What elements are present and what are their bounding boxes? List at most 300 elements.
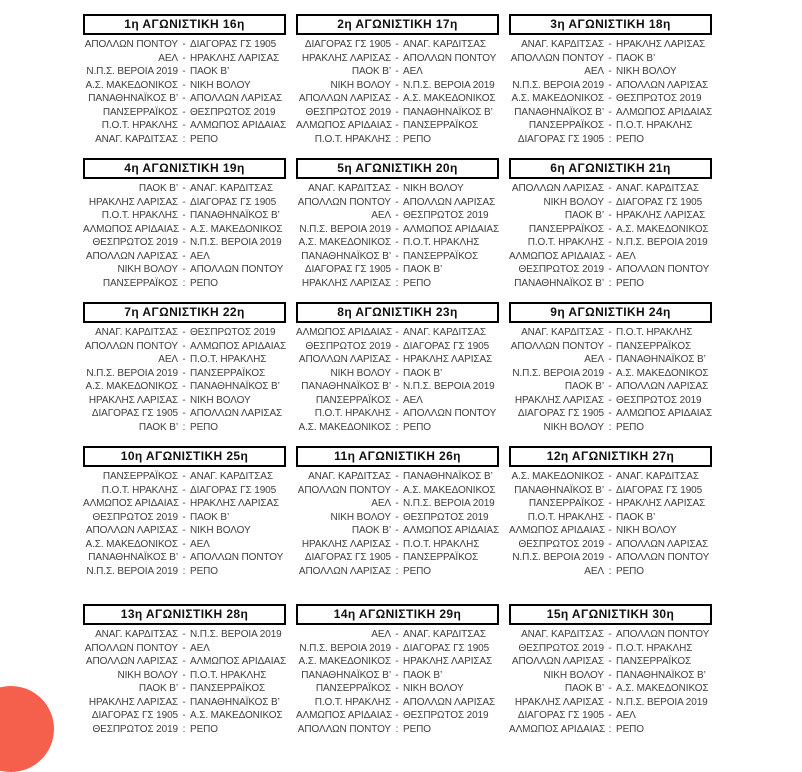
fixture-row: [83, 367, 286, 381]
away-team: ΝΙΚΗ ΒΟΛΟΥ: [190, 525, 251, 536]
home-team: ΑΝΑΓ. ΚΑΡΔΙΤΣΑΣ: [95, 327, 178, 338]
away-team: ΑΠΟΛΛΩΝ ΛΑΡΙΣΑΣ: [403, 696, 496, 708]
fixture-row: [509, 353, 712, 367]
fixture-separator: :: [395, 421, 399, 433]
fixture-list: [296, 38, 499, 146]
fixture-separator: -: [395, 642, 399, 654]
fixture-list: [296, 182, 499, 290]
fixture-row: [83, 340, 286, 354]
home-team: ΔΙΑΓΟΡΑΣ ΓΣ 1905: [517, 133, 604, 145]
away-team: ΔΙΑΓΟΡΑΣ ΓΣ 1905: [403, 642, 490, 654]
home-team: ΗΡΑΚΛΗΣ ΛΑΡΙΣΑΣ: [514, 696, 604, 708]
fixture-separator: -: [182, 250, 186, 262]
home-team: ΠΑΝΑΘΗΝΑΪΚΟΣ Β’: [301, 250, 391, 262]
away-team: ΝΙΚΗ ΒΟΛΟΥ: [190, 79, 251, 91]
fixture-separator: -: [608, 710, 612, 721]
fixture-list: [296, 470, 499, 578]
fixture-row: [509, 628, 712, 642]
matchday-title: 10η ΑΓΩΝΙΣΤΙΚΗ 25η: [83, 446, 286, 467]
fixture-separator: -: [395, 264, 399, 275]
matchday-box: [83, 446, 286, 578]
away-team: ΡΕΠΟ: [616, 133, 644, 145]
fixture-row: [509, 565, 712, 579]
matchday-title: 3η ΑΓΩΝΙΣΤΙΚΗ 18η: [509, 14, 712, 35]
fixture-row: [83, 92, 286, 106]
fixture-separator: -: [395, 120, 399, 131]
fixture-separator: :: [395, 133, 399, 145]
home-team: ΠΑΝΣΕΡΡΑΪΚΟΣ: [102, 106, 178, 118]
away-team: ΠΑΝΑΘΗΝΑΪΚΟΣ Β’: [616, 669, 706, 681]
away-team: ΘΕΣΠΡΩΤΟΣ 2019: [190, 106, 276, 118]
fixture-row: [83, 642, 286, 656]
matchday-title: 13η ΑΓΩΝΙΣΤΙΚΗ 28η: [83, 604, 286, 625]
home-team: ΔΙΑΓΟΡΑΣ ΓΣ 1905: [517, 710, 604, 721]
fixture-separator: -: [395, 511, 399, 523]
fixture-row: [83, 565, 286, 579]
fixture-row: [296, 628, 499, 642]
fixture-row: [83, 407, 286, 421]
home-team: ΔΙΑΓΟΡΑΣ ΓΣ 1905: [304, 39, 391, 50]
away-team: ΑΛΜΩΠΟΣ ΑΡΙΔΑΙΑΣ: [616, 408, 713, 419]
home-team: ΠΑΝΑΘΗΝΑΪΚΟΣ Β’: [88, 93, 178, 104]
fixture-separator: -: [608, 237, 612, 248]
fixture-separator: -: [608, 498, 612, 509]
fixture-separator: :: [182, 565, 186, 577]
away-team: ΘΕΣΠΡΩΤΟΣ 2019: [616, 93, 702, 104]
home-team: Π.Ο.Τ. ΗΡΑΚΛΗΣ: [101, 120, 178, 131]
away-team: ΠΑΝΣΕΡΡΑΪΚΟΣ: [616, 656, 692, 667]
fixture-row: [296, 497, 499, 511]
home-team: ΠΑΝΣΕΡΡΑΪΚΟΣ: [315, 394, 391, 406]
away-team: ΡΕΠΟ: [403, 277, 431, 289]
fixture-row: [83, 119, 286, 133]
home-team: Π.Ο.Τ. ΗΡΑΚΛΗΣ: [101, 210, 178, 221]
fixture-list: [509, 38, 712, 146]
away-team: ΑΝΑΓ. ΚΑΡΔΙΤΣΑΣ: [190, 471, 273, 482]
away-team: ΔΙΑΓΟΡΑΣ ΓΣ 1905: [616, 196, 703, 208]
fixture-row: [509, 236, 712, 250]
fixture-row: [509, 65, 712, 79]
away-team: Ν.Π.Σ. ΒΕΡΟΙΑ 2019: [403, 79, 495, 91]
fixture-separator: :: [395, 565, 399, 577]
fixture-separator: -: [608, 683, 612, 694]
home-team: ΑΠΟΛΛΩΝ ΛΑΡΙΣΑΣ: [85, 250, 178, 262]
fixture-separator: -: [395, 394, 399, 406]
away-team: ΑΝΑΓ. ΚΑΡΔΙΤΣΑΣ: [616, 183, 699, 194]
fixture-row: [83, 551, 286, 565]
home-team: ΑΛΜΩΠΟΣ ΑΡΙΔΑΙΑΣ: [509, 525, 606, 536]
home-team: ΠΑΟΚ Β’: [564, 683, 604, 694]
away-team: ΡΕΠΟ: [616, 277, 644, 289]
fixture-separator: -: [395, 52, 399, 64]
away-team: ΗΡΑΚΛΗΣ ΛΑΡΙΣΑΣ: [403, 354, 493, 365]
fixture-row: [83, 484, 286, 498]
fixture-separator: -: [395, 484, 399, 496]
home-team: ΑΝΑΓ. ΚΑΡΔΙΤΣΑΣ: [521, 327, 604, 338]
fixture-separator: -: [182, 642, 186, 654]
home-team: ΑΕΛ: [158, 52, 178, 64]
home-team: ΝΙΚΗ ΒΟΛΟΥ: [117, 669, 178, 681]
matchday-box: [296, 158, 499, 290]
home-team: ΑΛΜΩΠΟΣ ΑΡΙΔΑΙΑΣ: [509, 250, 606, 262]
away-team: ΑΠΟΛΛΩΝ ΠΟΝΤΟΥ: [403, 408, 497, 419]
fixture-row: [83, 628, 286, 642]
home-team: ΑΠΟΛΛΩΝ ΛΑΡΙΣΑΣ: [85, 525, 178, 536]
fixture-separator: :: [608, 565, 612, 577]
away-team: ΠΑΝΣΕΡΡΑΪΚΟΣ: [403, 552, 479, 563]
fixture-separator: -: [182, 381, 186, 392]
fixture-row: [296, 669, 499, 683]
fixture-separator: -: [608, 183, 612, 194]
fixture-row: [509, 551, 712, 565]
fixture-list: [509, 182, 712, 290]
away-team: ΗΡΑΚΛΗΣ ΛΑΡΙΣΑΣ: [616, 210, 706, 221]
fixture-row: [83, 723, 286, 737]
matchday-title: 15η ΑΓΩΝΙΣΤΙΚΗ 30η: [509, 604, 712, 625]
fixture-row: [83, 380, 286, 394]
fixture-separator: :: [608, 277, 612, 289]
home-team: ΠΑΝΑΘΗΝΑΪΚΟΣ Β’: [514, 277, 604, 289]
home-team: ΑΕΛ: [584, 354, 604, 365]
away-team: ΑΠΟΛΛΩΝ ΠΟΝΤΟΥ: [190, 264, 284, 275]
away-team: Π.Ο.Τ. ΗΡΑΚΛΗΣ: [190, 669, 267, 681]
home-team: Ν.Π.Σ. ΒΕΡΟΙΑ 2019: [86, 367, 178, 379]
fixture-row: [296, 182, 499, 196]
home-team: Π.Ο.Τ. ΗΡΑΚΛΗΣ: [527, 237, 604, 248]
fixture-row: [83, 511, 286, 525]
fixture-list: [83, 38, 286, 146]
away-team: Π.Ο.Τ. ΗΡΑΚΛΗΣ: [403, 237, 480, 248]
fixture-separator: -: [395, 381, 399, 392]
home-team: Ν.Π.Σ. ΒΕΡΟΙΑ 2019: [512, 552, 604, 563]
away-team: ΠΑΝΑΘΗΝΑΪΚΟΣ Β’: [403, 471, 493, 482]
home-team: ΑΠΟΛΛΩΝ ΠΟΝΤΟΥ: [510, 340, 604, 352]
away-team: ΑΝΑΓ. ΚΑΡΔΙΤΣΑΣ: [616, 471, 699, 482]
home-team: ΑΛΜΩΠΟΣ ΑΡΙΔΑΙΑΣ: [509, 723, 606, 735]
away-team: ΡΕΠΟ: [616, 565, 644, 577]
away-team: ΑΠΟΛΛΩΝ ΛΑΡΙΣΑΣ: [190, 93, 283, 104]
away-team: ΑΕΛ: [616, 710, 636, 721]
away-team: ΡΕΠΟ: [190, 421, 218, 433]
fixture-row: [509, 119, 712, 133]
home-team: ΑΠΟΛΛΩΝ ΠΟΝΤΟΥ: [510, 52, 604, 64]
home-team: ΑΛΜΩΠΟΣ ΑΡΙΔΑΙΑΣ: [83, 498, 180, 509]
matchday-title: 7η ΑΓΩΝΙΣΤΙΚΗ 22η: [83, 302, 286, 323]
away-team: Π.Ο.Τ. ΗΡΑΚΛΗΣ: [616, 327, 693, 338]
home-team: ΠΑΝΑΘΗΝΑΪΚΟΣ Β’: [301, 381, 391, 392]
fixture-row: [296, 524, 499, 538]
away-team: ΑΠΟΛΛΩΝ ΛΑΡΙΣΑΣ: [616, 381, 709, 392]
fixture-row: [296, 79, 499, 93]
home-team: Α.Σ. ΜΑΚΕΔΟΝΙΚΟΣ: [298, 237, 391, 248]
home-team: ΑΠΟΛΛΩΝ ΠΟΝΤΟΥ: [297, 723, 391, 735]
away-team: ΑΛΜΩΠΟΣ ΑΡΙΔΑΙΑΣ: [403, 525, 500, 536]
fixture-separator: -: [182, 327, 186, 338]
home-team: ΠΑΝΣΕΡΡΑΪΚΟΣ: [528, 498, 604, 509]
matchday-box: [296, 446, 499, 578]
away-team: ΠΑΝΑΘΗΝΑΪΚΟΣ Β’: [190, 381, 280, 392]
home-team: ΠΑΝΣΕΡΡΑΪΚΟΣ: [102, 471, 178, 482]
fixture-separator: -: [182, 66, 186, 77]
fixture-separator: -: [395, 471, 399, 482]
fixture-separator: -: [182, 683, 186, 694]
fixture-separator: -: [182, 79, 186, 91]
matchday-box: [296, 14, 499, 146]
fixture-separator: -: [182, 52, 186, 64]
away-team: ΑΛΜΩΠΟΣ ΑΡΙΔΑΙΑΣ: [190, 120, 287, 131]
away-team: ΗΡΑΚΛΗΣ ΛΑΡΙΣΑΣ: [190, 52, 280, 64]
home-team: ΠΑΟΚ Β’: [351, 525, 391, 536]
fixture-separator: -: [182, 183, 186, 194]
home-team: ΑΛΜΩΠΟΣ ΑΡΙΔΑΙΑΣ: [296, 327, 393, 338]
home-team: ΑΝΑΓ. ΚΑΡΔΙΤΣΑΣ: [521, 39, 604, 50]
fixture-separator: -: [182, 354, 186, 365]
fixture-row: [509, 642, 712, 656]
away-team: Ν.Π.Σ. ΒΕΡΟΙΑ 2019: [190, 629, 282, 640]
home-team: Π.Ο.Τ. ΗΡΑΚΛΗΣ: [314, 696, 391, 708]
fixture-separator: -: [182, 210, 186, 221]
fixture-separator: -: [395, 408, 399, 419]
fixture-separator: :: [182, 277, 186, 289]
fixture-row: [296, 394, 499, 408]
home-team: ΠΑΟΚ Β’: [564, 210, 604, 221]
away-team: ΡΕΠΟ: [190, 565, 218, 577]
away-team: ΗΡΑΚΛΗΣ ΛΑΡΙΣΑΣ: [190, 498, 280, 509]
away-team: ΠΑΟΚ Β’: [190, 511, 230, 523]
fixture-separator: -: [608, 223, 612, 235]
away-team: Α.Σ. ΜΑΚΕΔΟΝΙΚΟΣ: [616, 367, 709, 379]
home-team: ΔΙΑΓΟΡΑΣ ΓΣ 1905: [304, 552, 391, 563]
home-team: ΠΑΝΣΕΡΡΑΪΚΟΣ: [528, 223, 604, 235]
home-team: ΑΠΟΛΛΩΝ ΠΟΝΤΟΥ: [297, 484, 391, 496]
away-team: ΘΕΣΠΡΩΤΟΣ 2019: [403, 511, 489, 523]
fixture-separator: -: [182, 710, 186, 721]
matchday-title: 1η ΑΓΩΝΙΣΤΙΚΗ 16η: [83, 14, 286, 35]
home-team: Α.Σ. ΜΑΚΕΔΟΝΙΚΟΣ: [511, 471, 604, 482]
fixture-row: [509, 669, 712, 683]
fixture-row: [509, 723, 712, 737]
fixture-separator: :: [395, 723, 399, 735]
fixture-separator: -: [608, 629, 612, 640]
fixture-separator: -: [182, 223, 186, 235]
fixture-separator: -: [182, 471, 186, 482]
matchday-title: 5η ΑΓΩΝΙΣΤΙΚΗ 20η: [296, 158, 499, 179]
fixture-separator: -: [608, 525, 612, 536]
fixture-separator: -: [182, 629, 186, 640]
away-team: ΑΠΟΛΛΩΝ ΠΟΝΤΟΥ: [616, 552, 710, 563]
fixture-separator: -: [395, 327, 399, 338]
fixture-row: [296, 407, 499, 421]
home-team: Α.Σ. ΜΑΚΕΔΟΝΙΚΟΣ: [298, 421, 391, 433]
home-team: Π.Ο.Τ. ΗΡΑΚΛΗΣ: [314, 133, 391, 145]
fixture-row: [509, 511, 712, 525]
fixture-separator: -: [182, 552, 186, 563]
fixture-row: [83, 682, 286, 696]
home-team: ΑΠΟΛΛΩΝ ΛΑΡΙΣΑΣ: [511, 656, 604, 667]
home-team: ΑΕΛ: [371, 210, 391, 221]
fixture-separator: -: [608, 484, 612, 496]
fixture-separator: -: [608, 669, 612, 681]
home-team: Π.Ο.Τ. ΗΡΑΚΛΗΣ: [527, 511, 604, 523]
fixture-row: [296, 250, 499, 264]
home-team: ΝΙΚΗ ΒΟΛΟΥ: [543, 421, 604, 433]
away-team: ΑΕΛ: [190, 250, 210, 262]
away-team: ΑΝΑΓ. ΚΑΡΔΙΤΣΑΣ: [403, 39, 486, 50]
fixture-row: [296, 723, 499, 737]
away-team: ΑΠΟΛΛΩΝ ΠΟΝΤΟΥ: [403, 52, 497, 64]
away-team: ΠΑΟΚ Β’: [403, 367, 443, 379]
home-team: ΔΙΑΓΟΡΑΣ ΓΣ 1905: [304, 264, 391, 275]
fixture-separator: -: [182, 237, 186, 248]
fixture-row: [509, 106, 712, 120]
fixture-row: [509, 367, 712, 381]
home-team: Α.Σ. ΜΑΚΕΔΟΝΙΚΟΣ: [85, 79, 178, 91]
fixture-separator: -: [182, 264, 186, 275]
away-team: ΠΑΟΚ Β’: [616, 52, 656, 64]
home-team: ΑΝΑΓ. ΚΑΡΔΙΤΣΑΣ: [521, 629, 604, 640]
fixture-row: [296, 484, 499, 498]
fixture-separator: -: [182, 669, 186, 681]
away-team: ΔΙΑΓΟΡΑΣ ΓΣ 1905: [190, 39, 277, 50]
fixture-row: [83, 497, 286, 511]
fixture-separator: :: [608, 133, 612, 145]
away-team: ΡΕΠΟ: [190, 277, 218, 289]
away-team: Α.Σ. ΜΑΚΕΔΟΝΙΚΟΣ: [190, 223, 283, 235]
matchday-box: [83, 604, 286, 736]
fixture-row: [83, 52, 286, 66]
fixture-row: [83, 38, 286, 52]
fixture-row: [509, 133, 712, 147]
home-team: ΑΠΟΛΛΩΝ ΛΑΡΙΣΑΣ: [511, 183, 604, 194]
fixture-row: [83, 394, 286, 408]
fixture-separator: -: [395, 196, 399, 208]
fixture-separator: -: [608, 381, 612, 392]
fixture-separator: -: [182, 498, 186, 509]
away-team: ΠΑΝΑΘΗΝΑΪΚΟΣ Β’: [190, 210, 280, 221]
fixture-list: [296, 628, 499, 736]
fixture-row: [296, 682, 499, 696]
fixture-row: [296, 565, 499, 579]
away-team: ΔΙΑΓΟΡΑΣ ΓΣ 1905: [616, 484, 703, 496]
away-team: ΔΙΑΓΟΡΑΣ ΓΣ 1905: [190, 484, 277, 496]
fixture-row: [83, 655, 286, 669]
fixture-row: [509, 524, 712, 538]
fixture-row: [296, 470, 499, 484]
fixture-row: [296, 263, 499, 277]
matchday-grid: [83, 14, 802, 736]
home-team: ΘΕΣΠΡΩΤΟΣ 2019: [305, 340, 391, 352]
fixture-row: [83, 470, 286, 484]
home-team: Ν.Π.Σ. ΒΕΡΟΙΑ 2019: [512, 367, 604, 379]
home-team: ΑΕΛ: [584, 565, 604, 577]
fixture-row: [83, 524, 286, 538]
fixture-row: [83, 133, 286, 147]
fixture-row: [83, 223, 286, 237]
away-team: ΠΑΝΑΘΗΝΑΪΚΟΣ Β’: [190, 696, 280, 708]
home-team: ΠΑΝΑΘΗΝΑΪΚΟΣ Β’: [88, 552, 178, 563]
away-team: ΑΝΑΓ. ΚΑΡΔΙΤΣΑΣ: [403, 327, 486, 338]
matchday-box: [509, 446, 712, 578]
home-team: ΝΙΚΗ ΒΟΛΟΥ: [330, 79, 391, 91]
fixture-separator: -: [608, 511, 612, 523]
away-team: Ν.Π.Σ. ΒΕΡΟΙΑ 2019: [403, 498, 495, 509]
fixture-row: [296, 133, 499, 147]
fixture-row: [509, 277, 712, 291]
fixture-list: [509, 326, 712, 434]
away-team: ΗΡΑΚΛΗΣ ΛΑΡΙΣΑΣ: [616, 498, 706, 509]
home-team: ΑΠΟΛΛΩΝ ΛΑΡΙΣΑΣ: [85, 656, 178, 667]
away-team: Π.Ο.Τ. ΗΡΑΚΛΗΣ: [190, 354, 267, 365]
fixture-row: [296, 340, 499, 354]
fixture-separator: -: [608, 52, 612, 64]
home-team: ΗΡΑΚΛΗΣ ΛΑΡΙΣΑΣ: [88, 196, 178, 208]
fixture-separator: :: [608, 421, 612, 433]
fixture-separator: -: [608, 39, 612, 50]
fixture-separator: :: [608, 723, 612, 735]
home-team: ΘΕΣΠΡΩΤΟΣ 2019: [92, 511, 178, 523]
home-team: ΑΕΛ: [584, 66, 604, 77]
fixture-list: [83, 326, 286, 434]
away-team: ΡΕΠΟ: [403, 133, 431, 145]
fixture-separator: -: [182, 106, 186, 118]
fixture-list: [509, 628, 712, 736]
fixture-row: [296, 119, 499, 133]
fixture-separator: -: [395, 367, 399, 379]
home-team: ΑΝΑΓ. ΚΑΡΔΙΤΣΑΣ: [95, 629, 178, 640]
away-team: ΗΡΑΚΛΗΣ ΛΑΡΙΣΑΣ: [403, 656, 493, 667]
away-team: Π.Ο.Τ. ΗΡΑΚΛΗΣ: [616, 120, 693, 131]
fixture-row: [509, 263, 712, 277]
away-team: ΑΝΑΓ. ΚΑΡΔΙΤΣΑΣ: [403, 629, 486, 640]
home-team: ΝΙΚΗ ΒΟΛΟΥ: [543, 196, 604, 208]
away-team: Α.Σ. ΜΑΚΕΔΟΝΙΚΟΣ: [616, 683, 709, 694]
fixture-separator: -: [395, 538, 399, 550]
fixture-row: [296, 326, 499, 340]
away-team: ΠΑΝΣΕΡΡΑΪΚΟΣ: [403, 120, 479, 131]
home-team: ΑΝΑΓ. ΚΑΡΔΙΤΣΑΣ: [95, 133, 178, 145]
home-team: ΑΝΑΓ. ΚΑΡΔΙΤΣΑΣ: [308, 183, 391, 194]
fixture-separator: -: [395, 656, 399, 667]
fixture-separator: -: [395, 93, 399, 104]
fixture-separator: -: [608, 340, 612, 352]
home-team: Ν.Π.Σ. ΒΕΡΟΙΑ 2019: [299, 642, 391, 654]
away-team: ΔΙΑΓΟΡΑΣ ΓΣ 1905: [190, 196, 277, 208]
fixture-row: [83, 538, 286, 552]
fixture-row: [296, 642, 499, 656]
away-team: ΑΠΟΛΛΩΝ ΛΑΡΙΣΑΣ: [616, 538, 709, 550]
fixture-separator: -: [182, 408, 186, 419]
fixture-row: [509, 223, 712, 237]
home-team: ΘΕΣΠΡΩΤΟΣ 2019: [92, 723, 178, 735]
fixture-row: [296, 353, 499, 367]
away-team: ΠΑΝΑΘΗΝΑΪΚΟΣ Β’: [616, 354, 706, 365]
fixture-row: [296, 696, 499, 710]
away-team: ΡΕΠΟ: [403, 565, 431, 577]
away-team: ΠΑΟΚ Β’: [403, 264, 443, 275]
home-team: ΘΕΣΠΡΩΤΟΣ 2019: [518, 264, 604, 275]
fixture-list: [83, 628, 286, 736]
fixture-separator: -: [182, 511, 186, 523]
fixture-row: [296, 277, 499, 291]
fixture-separator: -: [395, 629, 399, 640]
home-team: Ν.Π.Σ. ΒΕΡΟΙΑ 2019: [299, 223, 391, 235]
fixture-row: [509, 92, 712, 106]
home-team: ΝΙΚΗ ΒΟΛΟΥ: [330, 367, 391, 379]
fixture-row: [83, 421, 286, 435]
fixture-separator: -: [182, 367, 186, 379]
fixture-row: [509, 340, 712, 354]
fixture-row: [509, 682, 712, 696]
